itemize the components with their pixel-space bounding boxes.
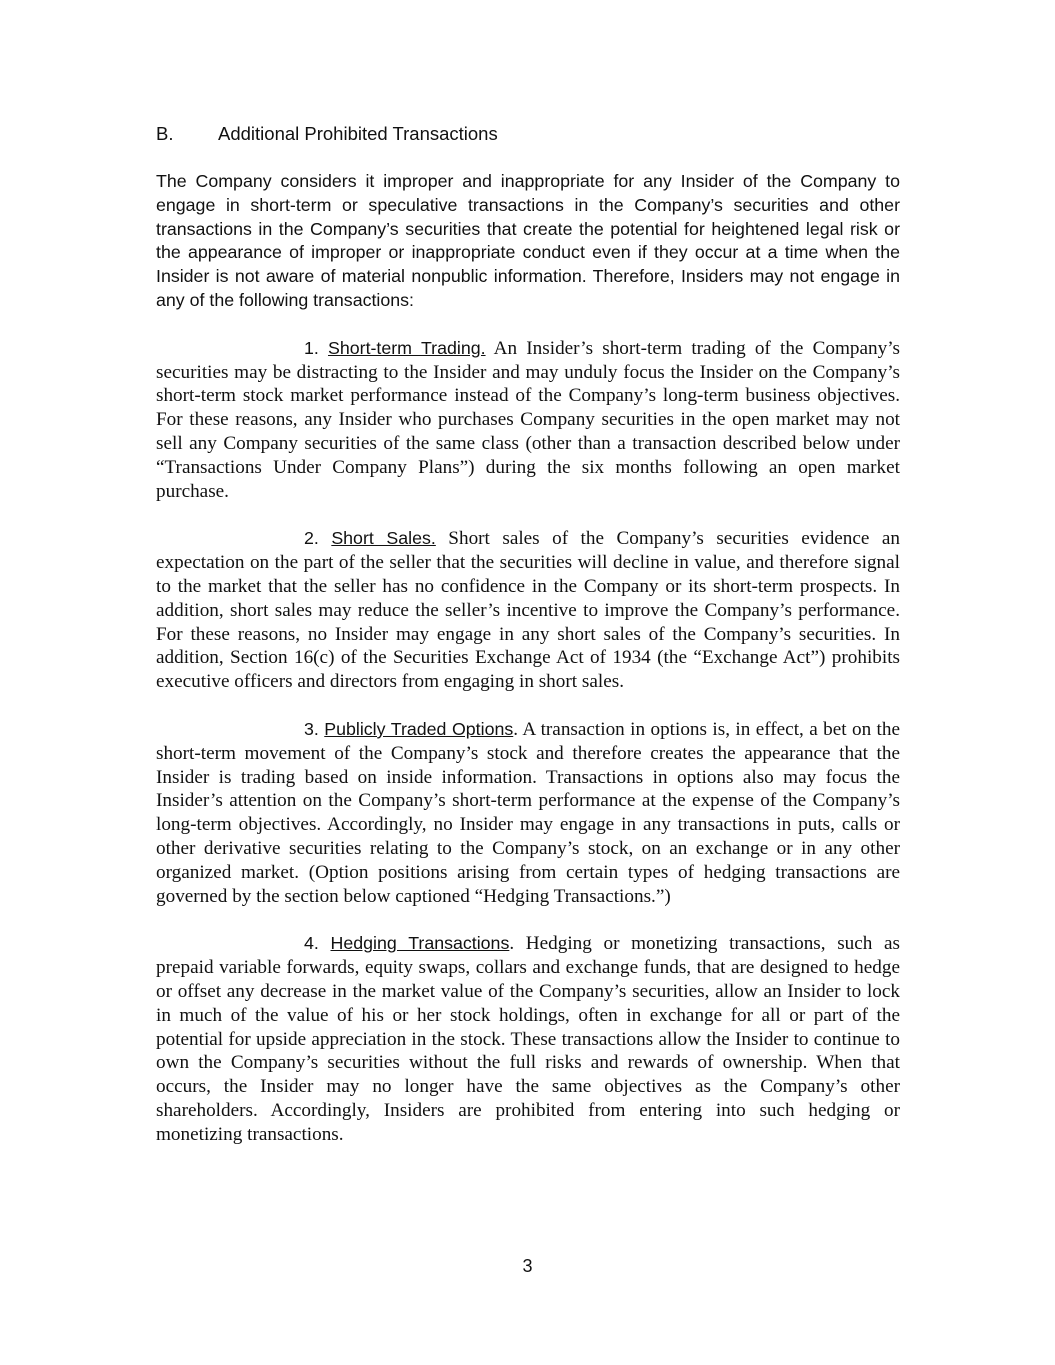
section-number: 4. [304, 933, 319, 954]
section-number: 1. [304, 337, 319, 358]
section-paragraph-publicly-traded-options [156, 718, 900, 908]
section-body: . A transaction in options is, in effect, a bet on the short-term movement of the Company’s stock and therefore creates the appearance that the Insider is trading based on inside information. Transactions in options also may focus the Insider’s attention on the Company’s short-term performance at the expense of the Company’s long-term objectives. Accordingly, no Insider may engage in any transactions in puts, calls or other derivative securities relating to the Company’s stock, on an exchange or in any other organized market. (Option positions arising from certain types of hedging transactions are governed by the section below captioned “Hedging Transactions.”) [156, 718, 901, 907]
section-paragraph-short-sales [156, 527, 900, 694]
intro-paragraph: The Company considers it improper and inappropriate for any Insider of the Company to engage in short-term or speculative transactions in the Company’s securities and other transactions in the Company’s securities that create the potential for heightened legal risk or the appearance of improper or inappropriate conduct even if they occur at a time when the Insider is not aware of material nonpublic information. Therefore, Insiders may not engage in any of the following transactions: [156, 171, 900, 310]
section-body: Short sales of the Company’s securities evidence an expectation on the part of the seller that the securities will decline in value, and therefore signal to the market that the seller has no confidence in the Company or its short-term prospects. In addition, short sales may reduce the seller’s incentive to improve the Company’s performance. For these reasons, no Insider may engage in any short sales of the Company’s securities. In addition, Section 16(c) of the Securities Exchange Act of 1934 (the “Exchange Act”) prohibits executive officers and directors from engaging in short sales. [156, 528, 901, 693]
section-title: Publicly Traded Options [324, 718, 514, 739]
section-body: An Insider’s short-term trading of the Company’s securities may be distracting to the Insider and may unduly focus the Insider on the Company’s short-term stock market performance instead of the Company’s long-term business objectives. For these reasons, any Insider who purchases Company securities in the open market may not sell any Company securities of the same class (other than a transaction described below under “Transactions Under Company Plans”) during the six months following an open market purchase. [156, 337, 901, 502]
section-number: 3. [304, 718, 319, 739]
page-number: 3 [522, 1256, 533, 1276]
section-title: Hedging Transactions [330, 933, 510, 954]
section-heading-title: Additional Prohibited Transactions [218, 123, 498, 144]
section-letter: B. [156, 123, 174, 144]
section-paragraph-hedging-transactions [156, 932, 900, 1146]
section-number: 2. [304, 528, 319, 549]
section-paragraph-short-term-trading [156, 337, 900, 504]
document-page [156, 122, 900, 1170]
section-title: Short-term Trading. [328, 337, 486, 358]
section-heading [156, 122, 900, 146]
section-body: . Hedging or monetizing transactions, such as prepaid variable forwards, equity swaps, collars and exchange funds, that are designed to hedge or offset any decrease in the market value of the Company’s securities, allow an Insider to lock in much of the value of his or her stock holdings, often in exchange for all or part of the potential for upside appreciation in the stock. These transactions allow the Insider to continue to own the Company’s securities without the full risks and rewards of ownership. When that occurs, the Insider may no longer have the same objectives as the Company’s other shareholders. Accordingly, Insiders are prohibited from entering into such hedging or monetizing transactions. [156, 933, 900, 1145]
section-title: Short Sales. [331, 528, 436, 549]
